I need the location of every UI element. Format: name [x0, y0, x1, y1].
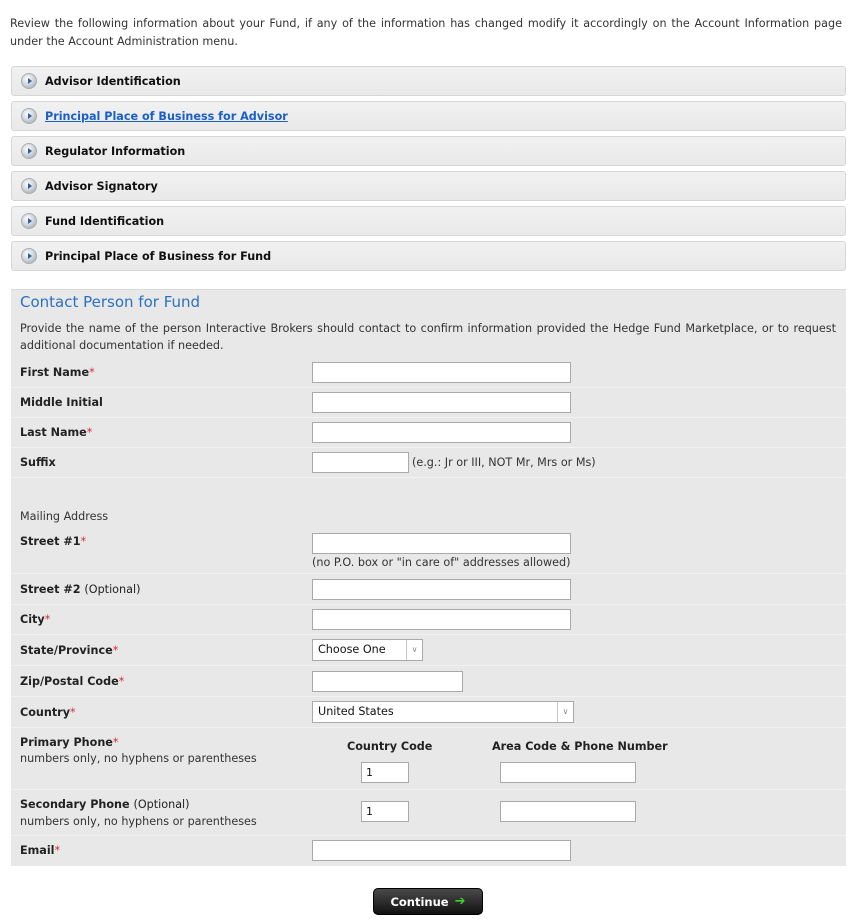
accordion-fund-identification[interactable]	[11, 206, 846, 236]
primary-country-code-input[interactable]	[361, 762, 409, 783]
middle-initial-input[interactable]	[312, 392, 571, 413]
expand-arrow-icon	[21, 108, 37, 124]
zip-label: Zip/Postal Code*	[20, 675, 125, 688]
city-input[interactable]	[312, 609, 571, 630]
intro-text: Review the following information about your Fund, if any of the information has changed modify it accordingly on the Account Information page under the Account Administration menu.	[10, 17, 842, 48]
primary-phone-label: Primary Phone*	[20, 736, 119, 749]
middle-initial-label: Middle Initial	[20, 396, 103, 409]
street1-row	[11, 529, 846, 574]
accordion-label: Regulator Information	[45, 144, 186, 158]
secondary-phone-label: Secondary Phone (Optional)	[20, 798, 190, 811]
expand-arrow-icon	[21, 143, 37, 159]
secondary-phone-number-input[interactable]	[500, 801, 636, 822]
secondary-phone-note: numbers only, no hyphens or parentheses	[20, 815, 257, 828]
secondary-phone-row	[11, 790, 846, 836]
street2-input[interactable]	[312, 579, 571, 600]
chevron-down-icon: ∨	[557, 702, 573, 722]
expand-arrow-icon	[21, 213, 37, 229]
primary-phone-note: numbers only, no hyphens or parentheses	[20, 752, 257, 765]
accordion-advisor-identification[interactable]	[11, 66, 846, 96]
panel-title: Contact Person for Fund	[20, 293, 201, 311]
green-right-arrow-icon: ➔	[454, 894, 466, 909]
accordion-label: Advisor Signatory	[45, 179, 158, 193]
first-name-input[interactable]	[312, 362, 571, 383]
first-name-row	[11, 358, 846, 388]
last-name-input[interactable]	[312, 422, 571, 443]
email-input[interactable]	[312, 840, 571, 861]
last-name-label: Last Name*	[20, 426, 93, 439]
country-select[interactable]	[312, 701, 574, 723]
accordion-label: Advisor Identification	[45, 74, 181, 88]
country-code-header: Country Code	[347, 740, 433, 753]
street2-label: Street #2 (Optional)	[20, 583, 141, 596]
accordion-principal-place-fund[interactable]	[11, 241, 846, 271]
street1-input[interactable]	[312, 533, 571, 554]
street1-hint: (no P.O. box or "in care of" addresses allowed)	[312, 556, 571, 569]
accordion-link[interactable]: Principal Place of Business for Advisor	[45, 109, 288, 123]
primary-phone-number-input[interactable]	[500, 762, 636, 783]
state-label: State/Province*	[20, 644, 119, 657]
country-label: Country*	[20, 706, 76, 719]
suffix-label: Suffix	[20, 456, 56, 469]
panel-description: Provide the name of the person Interactive Brokers should contact to confirm information provided the Hedge Fund Marketplace, or to request additional documentation if needed.	[20, 322, 836, 352]
zip-input[interactable]	[312, 671, 463, 692]
contact-person-panel	[11, 289, 846, 866]
continue-button[interactable]	[373, 888, 483, 915]
country-row	[11, 697, 846, 728]
zip-row	[11, 666, 846, 697]
mailing-address-heading: Mailing Address	[20, 510, 109, 523]
chevron-down-icon: ∨	[406, 640, 422, 660]
accordion-label: Fund Identification	[45, 214, 165, 228]
country-selected-value: United States	[318, 705, 394, 718]
continue-label: Continue	[390, 894, 449, 909]
secondary-country-code-input[interactable]	[361, 801, 409, 822]
accordion-label: Principal Place of Business for Fund	[45, 249, 272, 263]
phone-number-header: Area Code & Phone Number	[492, 740, 668, 753]
first-name-label: First Name*	[20, 366, 95, 379]
middle-initial-row	[11, 388, 846, 418]
expand-arrow-icon	[21, 178, 37, 194]
state-select[interactable]	[312, 639, 423, 661]
city-label: City*	[20, 613, 51, 626]
accordion-principal-place-advisor[interactable]	[11, 101, 846, 131]
street1-label: Street #1*	[20, 535, 87, 548]
accordion-regulator-information[interactable]	[11, 136, 846, 166]
suffix-hint: (e.g.: Jr or III, NOT Mr, Mrs or Ms)	[412, 456, 596, 469]
suffix-row	[11, 448, 846, 478]
primary-phone-row	[11, 728, 846, 790]
last-name-row	[11, 418, 846, 448]
state-selected-value: Choose One	[318, 643, 386, 656]
expand-arrow-icon	[21, 248, 37, 264]
suffix-input[interactable]	[312, 452, 409, 473]
expand-arrow-icon	[21, 73, 37, 89]
email-label: Email*	[20, 844, 61, 857]
city-row	[11, 605, 846, 635]
street2-row	[11, 575, 846, 605]
state-row	[11, 635, 846, 666]
email-row	[11, 836, 846, 866]
accordion-advisor-signatory[interactable]	[11, 171, 846, 201]
